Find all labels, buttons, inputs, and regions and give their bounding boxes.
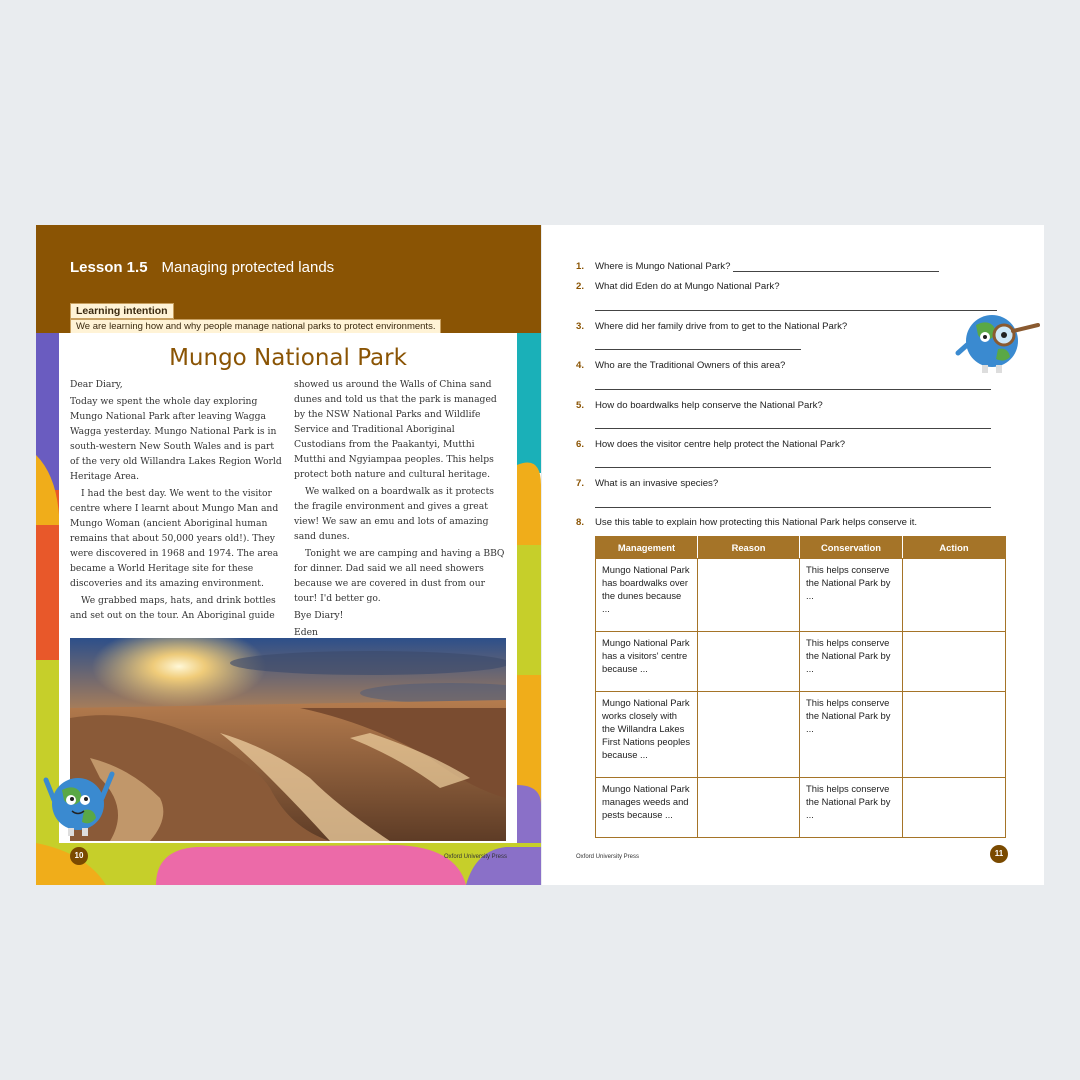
- diary-paragraph: Today we spent the whole day exploring Mungo National Park after leaving Wagga Wagga yesterday. Mungo National Park is in south-western New South Wales and is part of the very old Willandra Lakes Region World Heritage Area.: [70, 396, 282, 482]
- diary-paragraph: We walked on a boardwalk as it protects the fragile environment and gives a great view! We saw an emu and lots of amazing sand dunes.: [294, 486, 494, 542]
- question-1: [576, 261, 939, 272]
- reason-cell[interactable]: [698, 632, 800, 692]
- question-text: Where is Mungo National Park?: [595, 261, 731, 272]
- column-header-reason: Reason: [698, 537, 800, 559]
- question-number: 4.: [576, 360, 585, 371]
- management-cell: Mungo National Park manages weeds and pests because ...: [596, 778, 698, 838]
- publisher-left: Oxford University Press: [444, 854, 508, 860]
- question-text: What did Eden do at Mungo National Park?: [595, 281, 780, 292]
- answer-line[interactable]: [595, 349, 801, 350]
- conservation-cell: This helps conserve the National Park by ...: [800, 692, 903, 778]
- management-cell: Mungo National Park has a visitors' centre because ...: [596, 632, 698, 692]
- reason-cell[interactable]: [698, 559, 800, 632]
- answer-line[interactable]: [595, 310, 997, 311]
- question-text: How do boardwalks help conserve the National Park?: [595, 400, 823, 411]
- question-5: [576, 400, 823, 411]
- table-header-row: [596, 537, 1006, 559]
- question-text: Who are the Traditional Owners of this area?: [595, 360, 786, 371]
- answer-line[interactable]: [595, 467, 991, 468]
- question-6: [576, 439, 845, 450]
- book-spread: [36, 225, 1044, 885]
- learning-intention-text: We are learning how and why people manage national parks to protect environments.: [70, 319, 441, 334]
- diary-column-1: [70, 377, 282, 625]
- answer-line[interactable]: [733, 271, 939, 272]
- answer-line[interactable]: [595, 428, 991, 429]
- question-number: 6.: [576, 439, 585, 450]
- learning-intention-label: Learning intention: [70, 303, 174, 319]
- action-cell[interactable]: [903, 692, 1006, 778]
- diary-paragraph: Eden: [294, 627, 318, 638]
- table-row: [596, 692, 1006, 778]
- conservation-cell: This helps conserve the National Park by ...: [800, 778, 903, 838]
- question-number: 3.: [576, 321, 585, 332]
- diary-column-2: [294, 377, 506, 659]
- page-number-left: 10: [70, 847, 88, 865]
- management-table: [595, 536, 1006, 838]
- column-header-action: Action: [903, 537, 1006, 559]
- conservation-cell: This helps conserve the National Park by ...: [800, 632, 903, 692]
- question-text: How does the visitor centre help protect the National Park?: [595, 439, 846, 450]
- action-cell[interactable]: [903, 778, 1006, 838]
- action-cell[interactable]: [903, 559, 1006, 632]
- article-title: Mungo National Park: [169, 345, 407, 371]
- question-text: Where did her family drive from to get to the National Park?: [595, 321, 848, 332]
- reason-cell[interactable]: [698, 692, 800, 778]
- question-4: [576, 360, 785, 371]
- reason-cell[interactable]: [698, 778, 800, 838]
- question-number: 7.: [576, 478, 585, 489]
- question-2: [576, 281, 780, 292]
- column-header-management: Management: [596, 537, 698, 559]
- conservation-cell: This helps conserve the National Park by ...: [800, 559, 903, 632]
- table-row: [596, 559, 1006, 632]
- diary-paragraph: I had the best day. We went to the visitor centre where I learnt about Mungo Man and Mungo Woman (ancient Aboriginal human remains that about 50,000 years old!). They were discovered in 1968 and 1974. The area became a World Heritage site for these discoveries and its amazing environment.: [70, 488, 279, 589]
- question-8: [576, 517, 917, 528]
- globe-mascot-waving: [40, 770, 118, 845]
- question-number: 1.: [576, 261, 585, 272]
- question-number: 8.: [576, 517, 585, 528]
- management-cell: Mungo National Park has boardwalks over the dunes because ...: [596, 559, 698, 632]
- table-row: [596, 632, 1006, 692]
- publisher-right: Oxford University Press: [576, 854, 640, 860]
- action-cell[interactable]: [903, 632, 1006, 692]
- question-text: What is an invasive species?: [595, 478, 719, 489]
- question-number: 5.: [576, 400, 585, 411]
- page-number-right: 11: [990, 845, 1008, 863]
- left-page: [36, 225, 541, 885]
- landscape-photo: [70, 638, 506, 841]
- diary-paragraph: Tonight we are camping and having a BBQ for dinner. Dad said we all need showers because we are covered in dust from our tour! I'd better go.: [294, 548, 505, 604]
- lesson-heading: [70, 259, 334, 276]
- question-7: [576, 478, 718, 489]
- answer-line[interactable]: [595, 389, 991, 390]
- column-header-conservation: Conservation: [800, 537, 903, 559]
- diary-paragraph: showed us around the Walls of China sand dunes and told us that the park is managed by the NSW National Parks and Wildlife Service and Traditional Aboriginal Custodians from the Paakantyi, Mutthi Mutthi and Ngyiampaa peoples. This helps protect both nature and cultural heritage.: [294, 379, 497, 480]
- diary-paragraph: We grabbed maps, hats, and drink bottles and set out on the tour. An Aboriginal guide: [70, 595, 276, 621]
- management-cell: Mungo National Park works closely with the Willandra Lakes First Nations peoples because ...: [596, 692, 698, 778]
- right-page: [542, 225, 1044, 885]
- answer-line[interactable]: [595, 507, 991, 508]
- lesson-title: Managing protected lands: [161, 259, 335, 276]
- question-text: Use this table to explain how protecting this National Park helps conserve it.: [595, 517, 918, 528]
- question-3: [576, 321, 847, 332]
- diary-paragraph: Bye Diary!: [294, 610, 344, 621]
- question-number: 2.: [576, 281, 585, 292]
- diary-paragraph: Dear Diary,: [70, 379, 123, 390]
- lesson-label: Lesson 1.5: [70, 259, 148, 276]
- globe-mascot-magnifier: [952, 305, 1042, 385]
- table-row: [596, 778, 1006, 838]
